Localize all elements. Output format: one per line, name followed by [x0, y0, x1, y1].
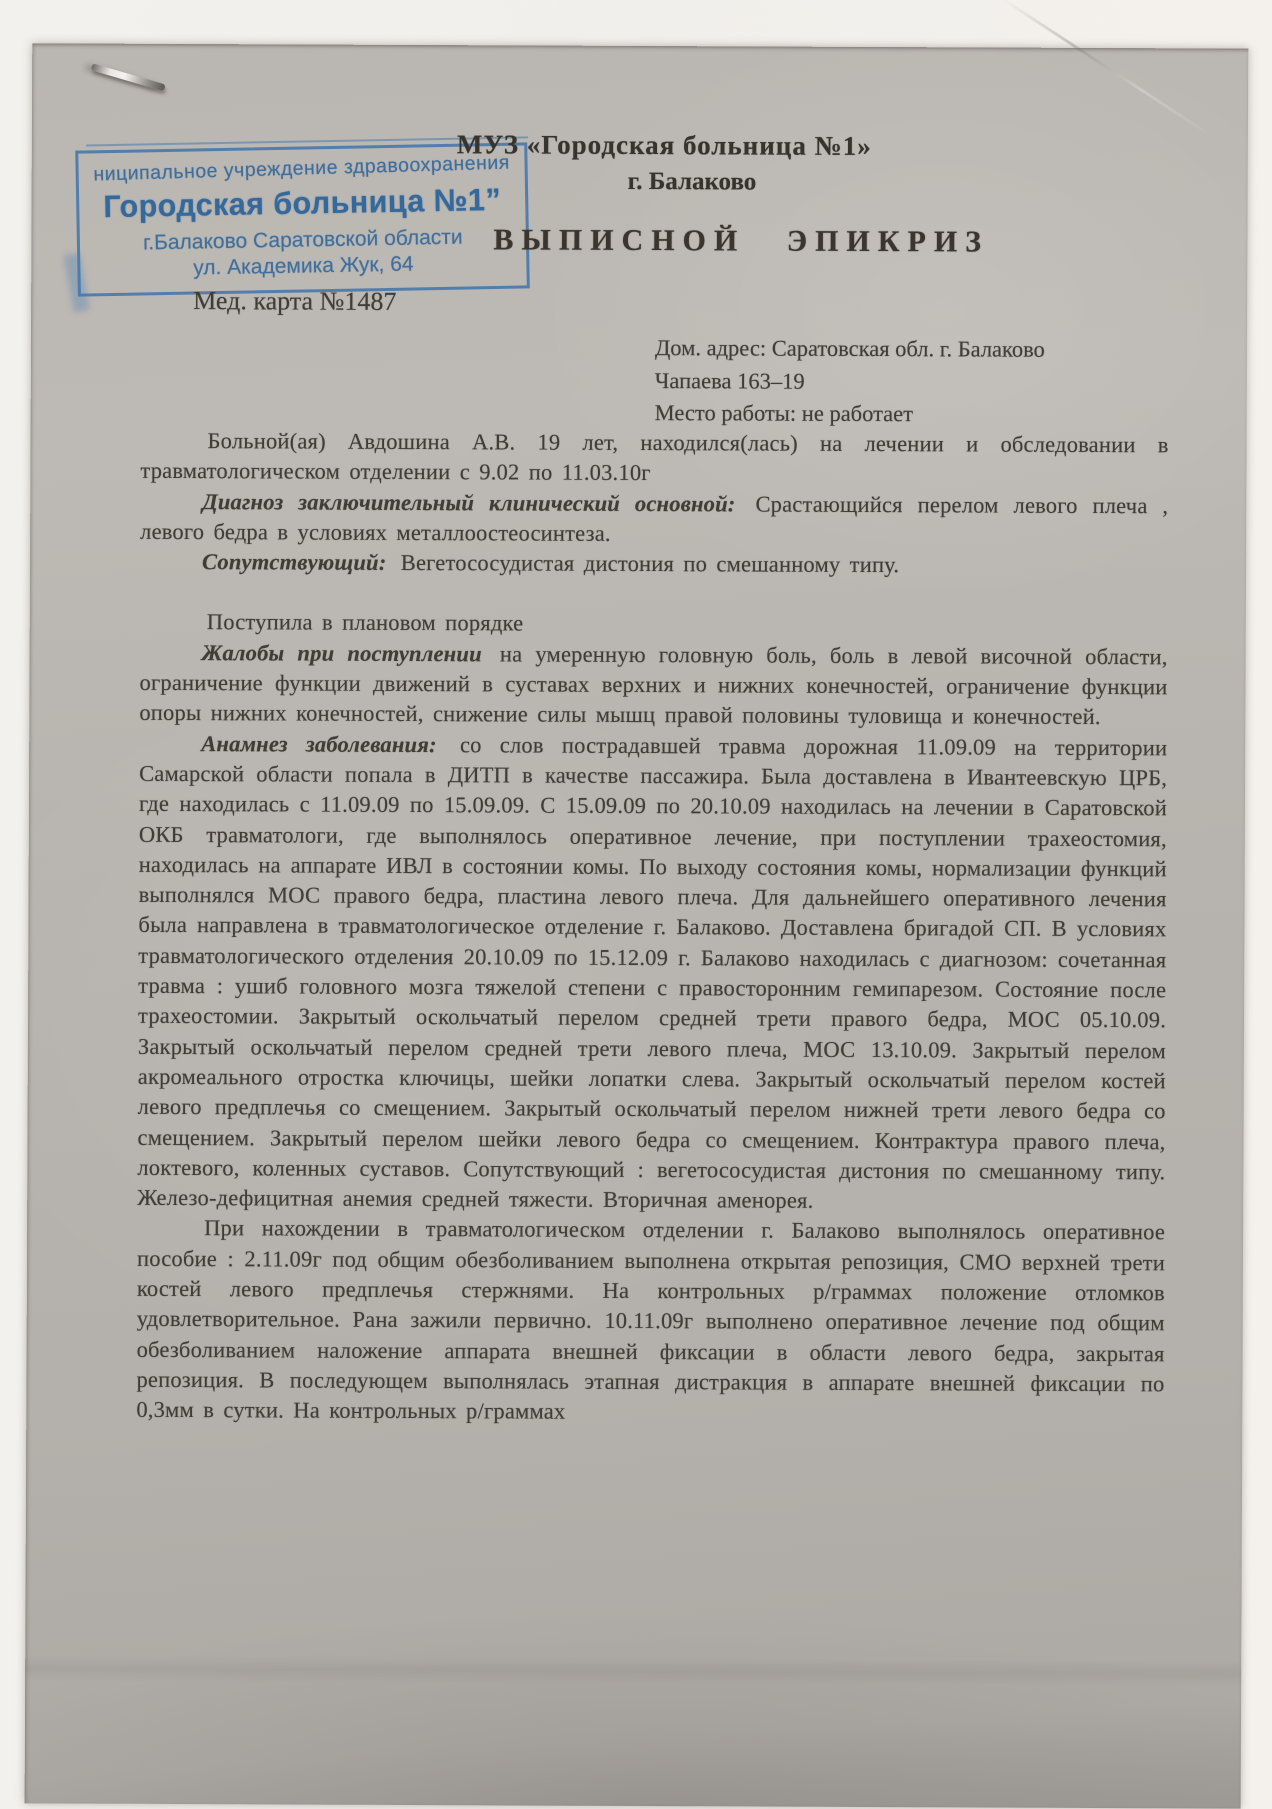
paragraph-patient-summary — [140, 426, 1168, 491]
paragraph-text: на умеренную головную боль, боль в левой височной области, ограничение функции движений в суставах верхних и нижних конечностей, ограничение функции опоры нижних конечностей, снижение силы мышц правой половины туловища и конечностей. — [139, 641, 1167, 729]
paragraph-admission-type — [140, 607, 1168, 642]
paragraph-text: Вегетососудистая дистония по смешанному типу. — [391, 550, 899, 577]
home-address-line2: Чапаева 163–19 — [655, 365, 1045, 399]
paragraph-lead: Жалобы при поступлении — [202, 640, 482, 666]
home-address-line: Дом. адрес: Саратовская обл. г. Балаково — [655, 332, 1045, 366]
org-city: г. Балаково — [628, 168, 757, 197]
paper-crease — [25, 1655, 1241, 1686]
paragraph-text: При нахождении в травматологическом отделении г. Балаково выполнялось оперативное пособие : 2.11.09г под общим обезболиванием выполнена открытая репозиция, СМО верхней трети костей левого предплечья стержнями. На контрольных р/граммах положение отломков удовлетворительное. Рана зажили первично. 10.11.09г выполнено оперативное лечение под общим обезболиванием наложение аппарата внешней фиксации в области левого бедра, закрытая репозиция. В последующем выполнялась этапная дистракция в аппарате внешней фиксации по 0,3мм в сутки. На контрольных р/граммах — [136, 1216, 1165, 1424]
paragraph-anamnesis — [137, 728, 1167, 1217]
patient-info-block — [655, 332, 1045, 431]
paragraph-lead: Анамнез заболевания: — [201, 731, 437, 757]
work-place-line: Место работы: не работает — [655, 397, 1045, 431]
paragraph-complaints — [139, 638, 1167, 733]
page-title: ВЫПИСНОЙ ЭПИКРИЗ — [493, 223, 989, 259]
paper-crease — [1002, 0, 1213, 137]
paragraph-text: со слов пострадавшей травма дорожная 11.09.09 на территории Самарской области попала в ДИТП в качестве пассажира. Была доставлена в Ивантеевскую ЦРБ, где находилась с 11.09.09 по 15.09.09. С 15.09.09 по 20.10.09 находилась на лечении в Саратовской ОКБ травматологи, где выполнялось оперативное лечение, при поступлении трахеостомия, находилась на аппарате ИВЛ в состоянии комы. По выходу состояния комы, нормализации функций выполнялся МОС правого бедра, пластина левого плеча. Для дальнейшего оперативного лечения была направлена в травматологическое отделение г. Балаково. Доставлена бригадой СП. В условиях травматологического отделения 20.10.09 по 15.12.09 г. Балаково находилась с диагнозом: сочетанная травма : ушиб головного мозга тяжелой степени с правосторонним гемипарезом. Состояние после трахеостомии. Закрытый оскольчатый перелом средней трети правого бедра, МОС 05.10.09. Закрытый оскольчатый перелом средней трети левого плеча, МОС 13.10.09. Закрытый перелом акромеального отростка ключицы, шейки лопатки слева. Закрытый оскольчатый перелом костей левого предплечья со смещением. Закрытый оскольчатый перелом нижней трети левого бедра со смещением. Закрытый перелом шейки левого бедра со смещением. Контрактура правого плеча, локтевого, коленных суставов. Сопутствующий : вегетососудистая дистония по смешанному типу. Железо-дефицитная анемия средней тяжести. Вторичная аменорея. — [137, 732, 1167, 1213]
med-card-number: Мед. карта №1487 — [193, 286, 396, 317]
stamp-org-type: ниципальное учреждение здравоохранения — [78, 151, 524, 187]
document-body — [136, 426, 1168, 1430]
paragraph-treatment — [136, 1213, 1165, 1430]
hospital-stamp — [75, 142, 530, 296]
paragraph-main-diagnosis — [140, 486, 1168, 551]
paragraph-text: Срастающийся перелом левого плеча , левого бедра в условиях металлоостеосинтеза. — [140, 491, 1168, 546]
paragraph-lead: Диагноз заключительный клинический основной: — [202, 489, 735, 516]
stamp-org-name: Городская больница №1” — [83, 182, 521, 226]
stamp-org-city: г.Балаково Саратовской области — [80, 224, 526, 256]
paragraph-lead: Сопутствующий: — [202, 549, 387, 575]
scanned-page — [25, 43, 1249, 1808]
paragraph-text: Больной(ая) Авдошина А.В. 19 лет, находился(лась) на лечении и обследовании в травматологическом отделении с 9.02 по 11.03.10г — [140, 428, 1168, 485]
staple — [91, 63, 166, 91]
stamp-org-address: ул. Академика Жук, 64 — [80, 250, 526, 282]
paragraph-concomitant-diagnosis — [140, 547, 1168, 582]
org-name: МУЗ «Городская больница №1» — [457, 129, 872, 162]
paragraph-text: Поступила в плановом порядке — [207, 610, 524, 636]
